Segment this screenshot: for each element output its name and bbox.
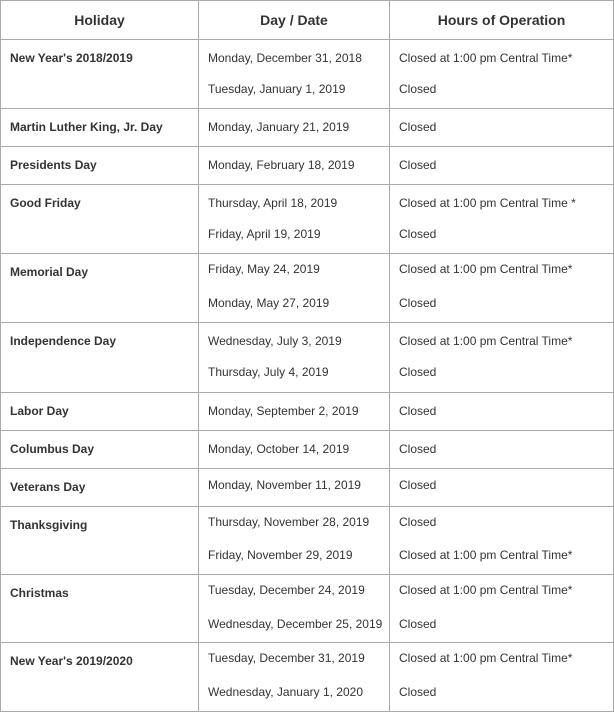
date-cell [199, 469, 390, 507]
holiday-name-cell: Columbus Day [1, 431, 199, 469]
date-text: Friday, May 24, 2019 [208, 262, 320, 276]
table-row [1, 643, 614, 712]
hours-text: Closed [399, 82, 437, 96]
table-row [1, 254, 614, 323]
date-cell [199, 185, 390, 254]
header-hours: Hours of Operation [390, 1, 614, 40]
hours-cell [390, 323, 614, 393]
table-row [1, 575, 614, 643]
hours-cell [390, 393, 614, 431]
date-cell [199, 393, 390, 431]
hours-text: Closed at 1:00 pm Central Time* [399, 51, 573, 65]
holiday-name-cell: Memorial Day [1, 254, 199, 323]
table-row [1, 147, 614, 185]
date-cell [199, 431, 390, 469]
date-cell [199, 147, 390, 185]
date-cell [199, 40, 390, 109]
date-cell [199, 323, 390, 393]
date-cell [199, 575, 390, 643]
date-text: Thursday, April 18, 2019 [208, 196, 338, 210]
hours-text: Closed [399, 515, 437, 529]
hours-text: Closed at 1:00 pm Central Time * [399, 196, 576, 210]
hours-cell [390, 185, 614, 254]
table-body [1, 40, 614, 712]
table-row [1, 393, 614, 431]
hours-cell [390, 147, 614, 185]
holiday-name-cell: Christmas [1, 575, 199, 643]
hours-cell [390, 109, 614, 147]
hours-text: Closed at 1:00 pm Central Time* [399, 651, 573, 665]
hours-text: Closed at 1:00 pm Central Time* [399, 262, 573, 276]
table-row [1, 185, 614, 254]
hours-text: Closed at 1:00 pm Central Time* [399, 583, 573, 597]
date-text: Monday, December 31, 2018 [208, 51, 362, 65]
holiday-name-cell: Martin Luther King, Jr. Day [1, 109, 199, 147]
date-text: Tuesday, December 24, 2019 [208, 583, 365, 597]
hours-text: Closed [399, 120, 437, 134]
date-text: Monday, January 21, 2019 [208, 120, 350, 134]
holiday-name-cell: Veterans Day [1, 469, 199, 507]
hours-cell [390, 575, 614, 643]
date-text: Monday, September 2, 2019 [208, 404, 359, 418]
hours-cell [390, 469, 614, 507]
date-text: Wednesday, January 1, 2020 [208, 685, 363, 699]
hours-text: Closed [399, 227, 437, 241]
date-text: Monday, May 27, 2019 [208, 296, 330, 310]
table-row [1, 40, 614, 109]
table-row [1, 109, 614, 147]
table-row [1, 507, 614, 575]
holiday-name-cell: Thanksgiving [1, 507, 199, 575]
date-cell [199, 254, 390, 323]
holiday-name-cell: Labor Day [1, 393, 199, 431]
holiday-name-cell: Good Friday [1, 185, 199, 254]
table-row [1, 323, 614, 393]
date-cell [199, 507, 390, 575]
hours-cell [390, 254, 614, 323]
date-text: Friday, April 19, 2019 [208, 227, 321, 241]
header-day-date: Day / Date [199, 1, 390, 40]
date-cell [199, 109, 390, 147]
holiday-name-cell: New Year's 2018/2019 [1, 40, 199, 109]
date-text: Friday, November 29, 2019 [208, 548, 353, 562]
hours-text: Closed [399, 478, 437, 492]
table-row [1, 469, 614, 507]
hours-text: Closed [399, 158, 437, 172]
date-text: Wednesday, December 25, 2019 [208, 617, 383, 631]
hours-text: Closed [399, 617, 437, 631]
holiday-name-cell: Presidents Day [1, 147, 199, 185]
hours-text: Closed [399, 296, 437, 310]
hours-text: Closed [399, 365, 437, 379]
hours-text: Closed [399, 685, 437, 699]
date-text: Monday, February 18, 2019 [208, 158, 355, 172]
hours-text: Closed at 1:00 pm Central Time* [399, 548, 573, 562]
date-text: Thursday, November 28, 2019 [208, 515, 370, 529]
date-text: Wednesday, July 3, 2019 [208, 334, 342, 348]
date-text: Thursday, July 4, 2019 [208, 365, 329, 379]
hours-text: Closed [399, 442, 437, 456]
table-header-row [1, 1, 614, 40]
table-row [1, 431, 614, 469]
date-text: Monday, October 14, 2019 [208, 442, 350, 456]
date-cell [199, 643, 390, 712]
date-text: Monday, November 11, 2019 [208, 478, 361, 492]
hours-cell [390, 507, 614, 575]
header-holiday: Holiday [1, 1, 199, 40]
hours-text: Closed [399, 404, 437, 418]
hours-cell [390, 40, 614, 109]
hours-cell [390, 643, 614, 712]
date-text: Tuesday, December 31, 2019 [208, 651, 365, 665]
hours-text: Closed at 1:00 pm Central Time* [399, 334, 573, 348]
holiday-name-cell: New Year's 2019/2020 [1, 643, 199, 712]
date-text: Tuesday, January 1, 2019 [208, 82, 346, 96]
hours-cell [390, 431, 614, 469]
holiday-name-cell: Independence Day [1, 323, 199, 393]
